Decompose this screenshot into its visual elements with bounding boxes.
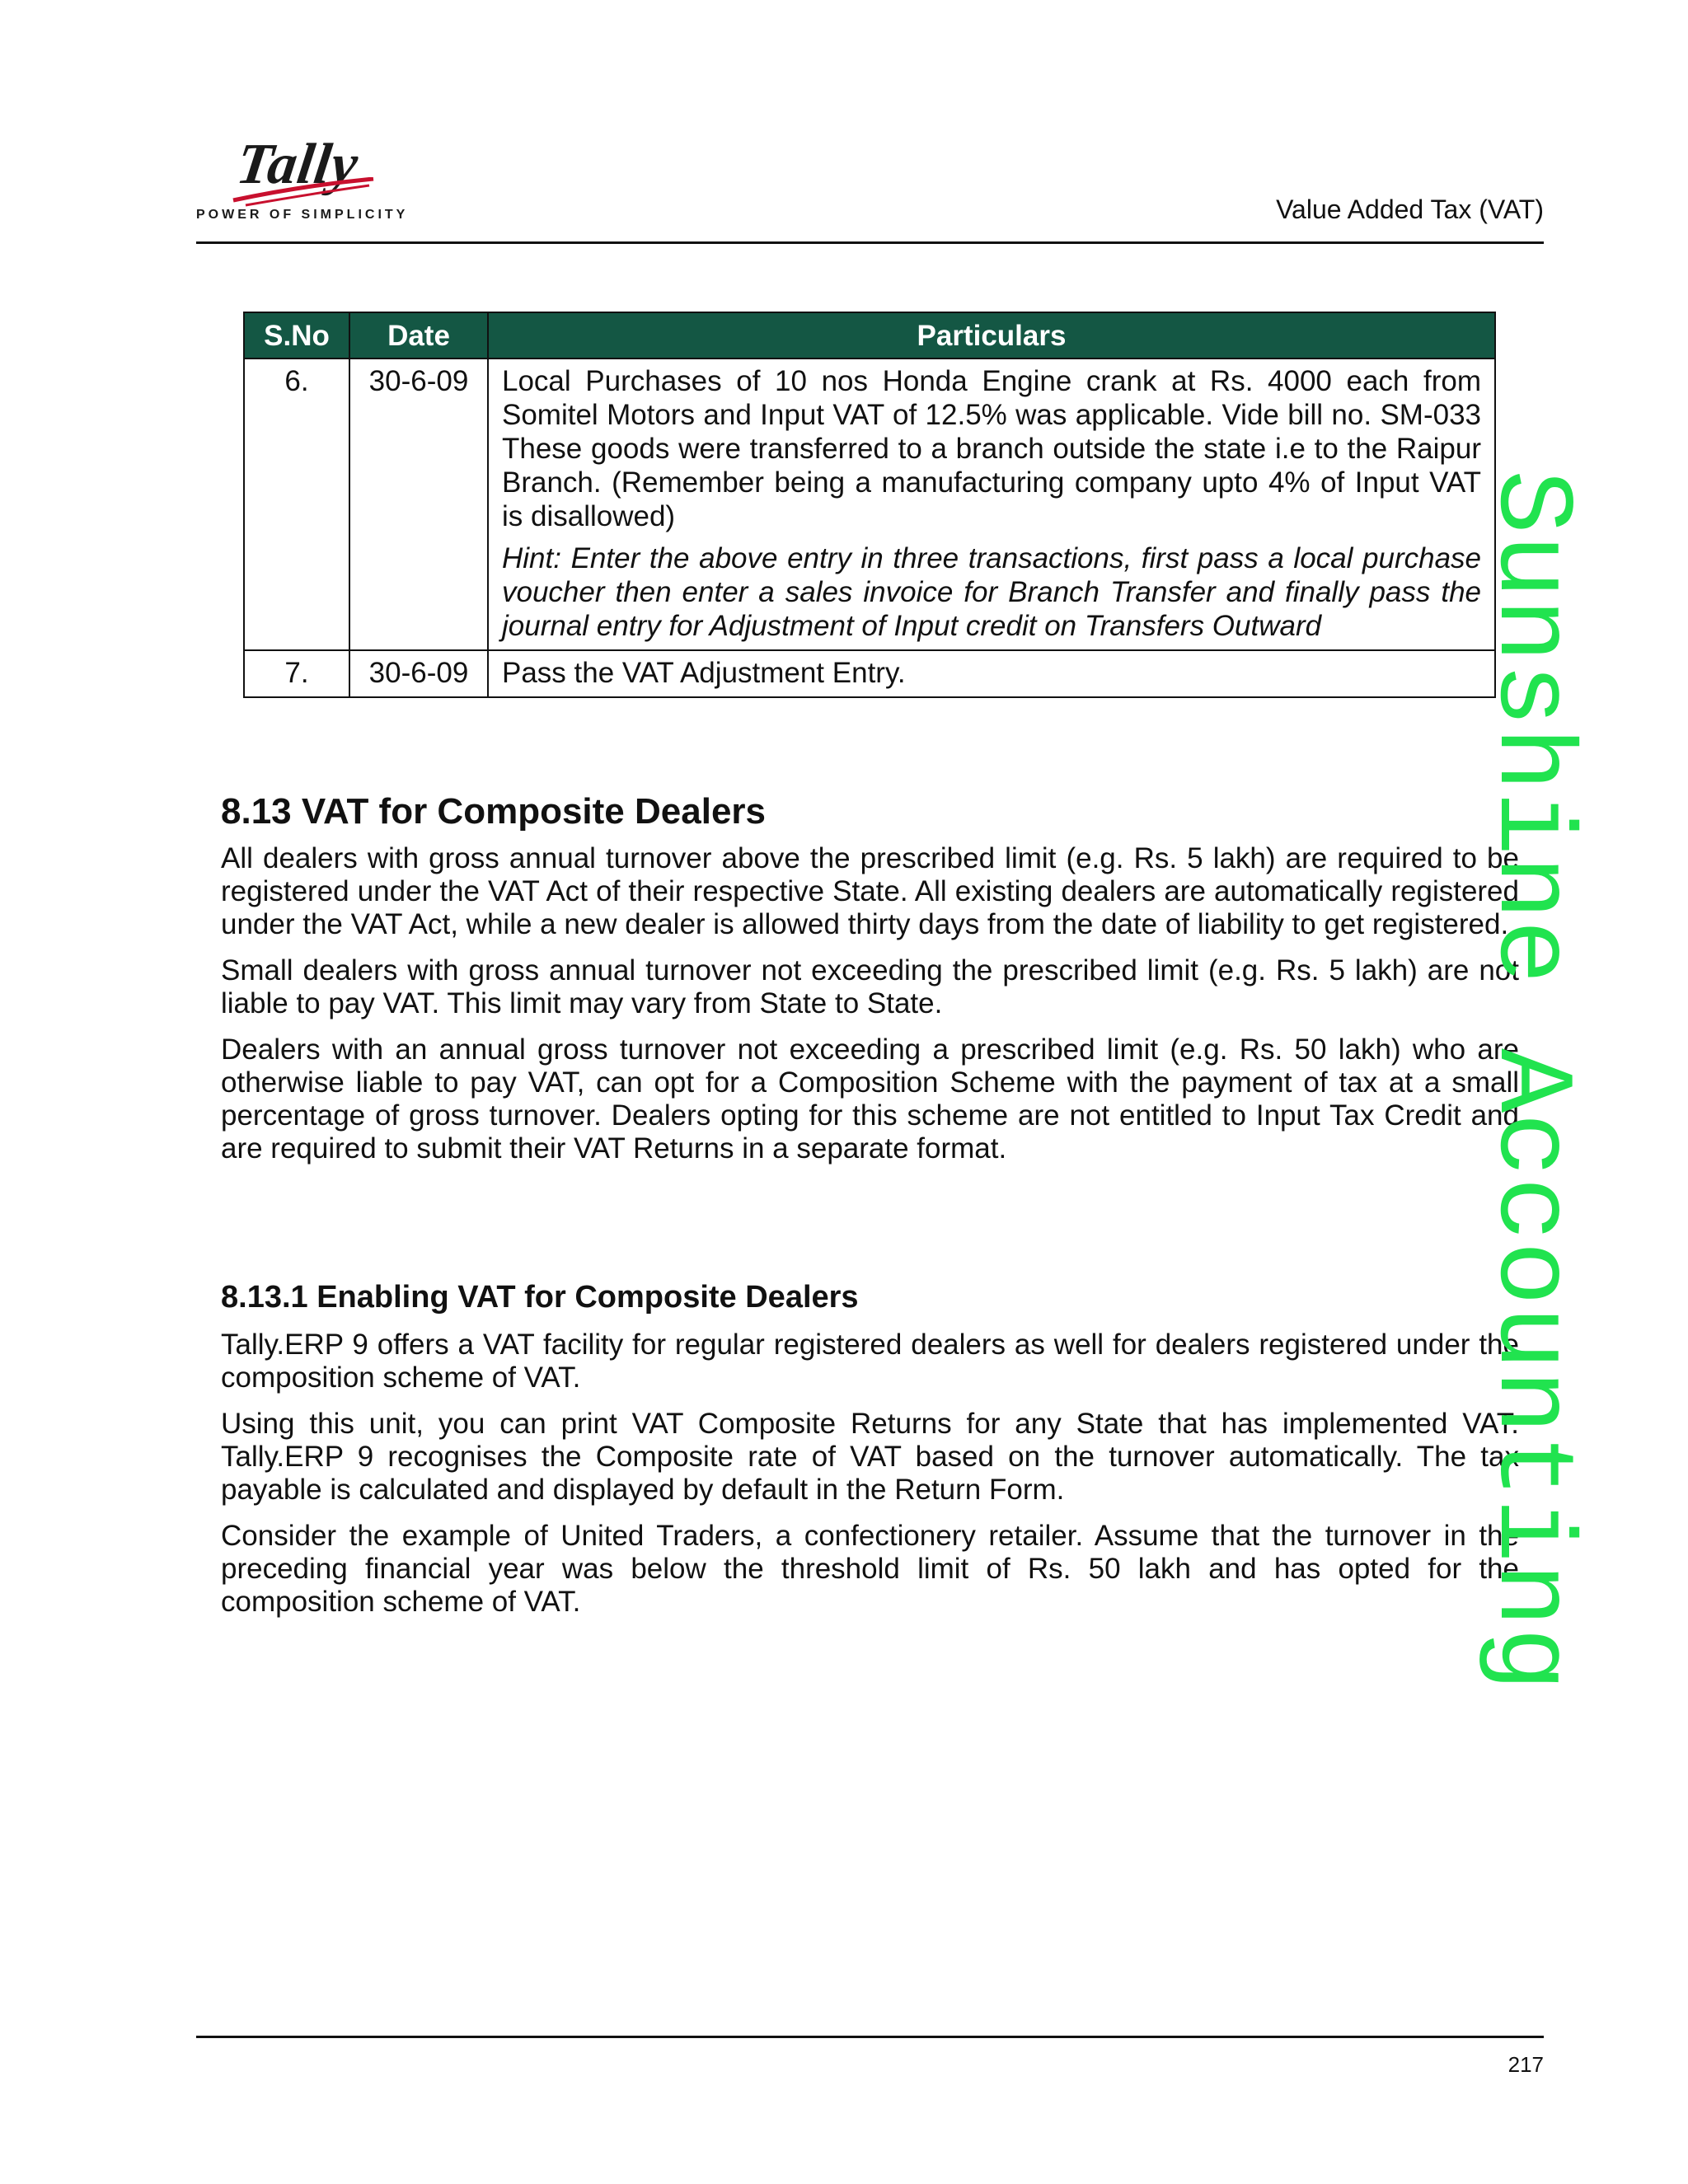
particulars-text: Local Purchases of 10 nos Honda Engine crank at Rs. 4000 each from Somitel Motors and Input VAT of 12.5% was applicable. Vide bill no. SM-033 These goods were transferred to a branch outside the state i.e to the Raipur Branch. (Remember being a manufacturing company upto 4% of Input VAT is disallowed) bbox=[502, 365, 1481, 532]
watermark-text: Sunshine Accounting bbox=[1469, 470, 1590, 1692]
hint-text: Hint: Enter the above entry in three transactions, first pass a local purchase voucher then enter a sales invoice for Branch Transfer and finally pass the journal entry for Adjustment of Input credit on Transfers Outward bbox=[502, 542, 1481, 642]
table-header-row bbox=[244, 312, 1495, 359]
logo-text: Tally bbox=[232, 133, 363, 196]
paragraph: Using this unit, you can print VAT Composite Returns for any State that has implemented VAT. Tally.ERP 9 recognises the Composite rate of VAT based on the turnover automatically. The tax payable is calculated and displayed by default in the Return Form. bbox=[221, 1408, 1519, 1506]
page-number: 217 bbox=[1507, 2052, 1544, 2077]
tally-logo bbox=[196, 132, 409, 223]
table-row bbox=[244, 359, 1495, 650]
subsection-body bbox=[221, 1329, 1519, 1632]
paragraph: Small dealers with gross annual turnover not exceeding the prescribed limit (e.g. Rs. 5 lakh) are not liable to pay VAT. This limit may vary from State to State. bbox=[221, 954, 1519, 1019]
section-heading: 8.13 VAT for Composite Dealers bbox=[221, 791, 767, 832]
logo-swoosh-icon bbox=[229, 177, 377, 210]
logo-tagline: POWER OF SIMPLICITY bbox=[196, 208, 409, 222]
footer-rule bbox=[196, 2036, 1544, 2038]
paragraph: All dealers with gross annual turnover above the prescribed limit (e.g. Rs. 5 lakh) are required to be registered under the VAT Act of their respective State. All existing dealers are automatically registered under the VAT Act, while a new dealer is allowed thirty days from the date of liability to get registered. bbox=[221, 842, 1519, 940]
table-row bbox=[244, 650, 1495, 697]
cell-particulars bbox=[488, 359, 1495, 650]
column-header-particulars: Particulars bbox=[488, 312, 1495, 359]
column-header-sno: S.No bbox=[244, 312, 349, 359]
subsection-heading: 8.13.1 Enabling VAT for Composite Dealers bbox=[221, 1280, 859, 1315]
section-body bbox=[221, 842, 1519, 1179]
cell-particulars: Pass the VAT Adjustment Entry. bbox=[488, 650, 1495, 697]
paragraph: Tally.ERP 9 offers a VAT facility for regular registered dealers as well for dealers registered under the composition scheme of VAT. bbox=[221, 1329, 1519, 1394]
cell-date: 30-6-09 bbox=[349, 359, 488, 650]
cell-sno: 6. bbox=[244, 359, 349, 650]
cell-sno: 7. bbox=[244, 650, 349, 697]
cell-date: 30-6-09 bbox=[349, 650, 488, 697]
paragraph: Consider the example of United Traders, a confectionery retailer. Assume that the turnover in the preceding financial year was below the threshold limit of Rs. 50 lakh and has opted for the composition scheme of VAT. bbox=[221, 1520, 1519, 1618]
transactions-table bbox=[243, 312, 1496, 698]
header-rule bbox=[196, 241, 1544, 244]
paragraph: Dealers with an annual gross turnover not exceeding a prescribed limit (e.g. Rs. 50 lakh) who are otherwise liable to pay VAT, can opt for a Composition Scheme with the payment of tax at a small percentage of gross turnover. Dealers opting for this scheme are not entitled to Input Tax Credit and are required to submit their VAT Returns in a separate format. bbox=[221, 1033, 1519, 1165]
chapter-title: Value Added Tax (VAT) bbox=[1276, 194, 1544, 224]
column-header-date: Date bbox=[349, 312, 488, 359]
